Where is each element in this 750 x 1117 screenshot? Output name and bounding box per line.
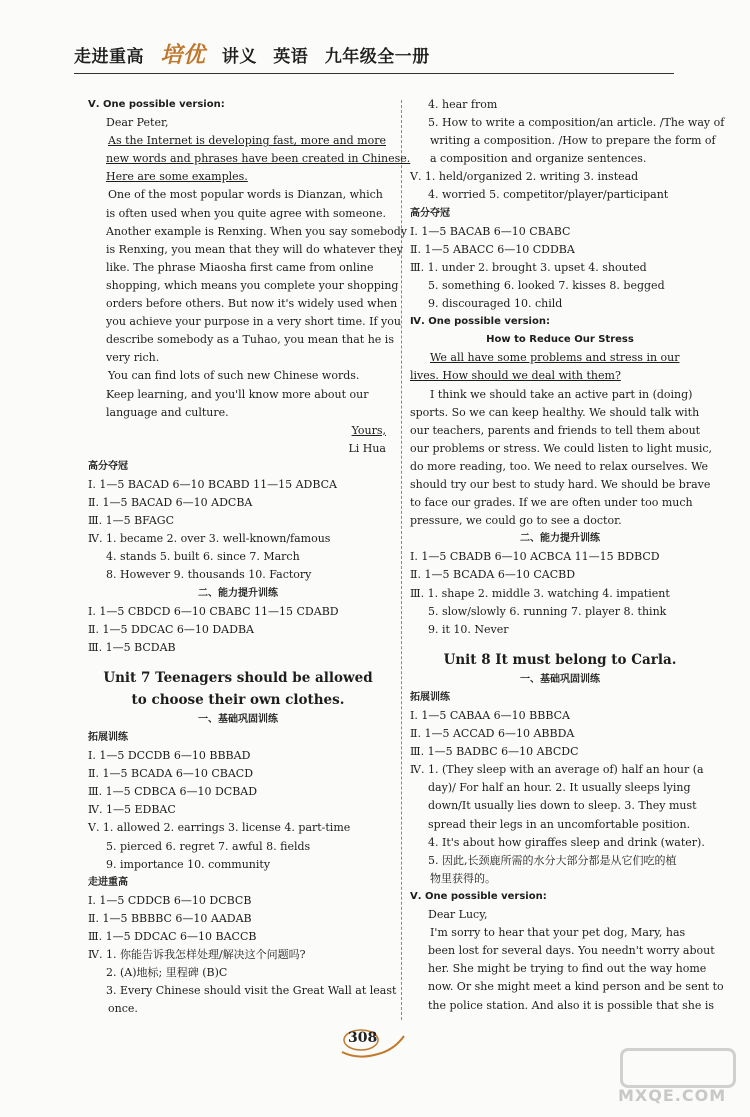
right-line: should try our best to study hard. We should be brave bbox=[410, 477, 711, 491]
right-line: Ⅲ. 1. shape 2. middle 3. watching 4. impatient bbox=[410, 586, 670, 600]
right-line: 5. How to write a composition/an article. /The way of bbox=[428, 116, 725, 130]
left-line: As the Internet is developing fast, more and more bbox=[108, 134, 386, 148]
right-line: our teachers, parents and friends to tell them about bbox=[410, 423, 701, 437]
left-line: Ⅲ. 1—5 BFAGC bbox=[88, 514, 175, 528]
left-line: 3. Every Chinese should visit the Great Wall at least bbox=[106, 984, 397, 998]
left-line: Ⅳ. 1—5 EDBAC bbox=[88, 803, 176, 817]
right-line: Ⅱ. 1—5 ABACC 6—10 CDDBA bbox=[410, 242, 575, 256]
right-line: now. Or she might meet a kind person and be sent to bbox=[428, 980, 724, 994]
right-column bbox=[410, 96, 725, 1015]
left-line: 高分夺冠 bbox=[88, 460, 128, 472]
right-line: 9. it 10. Never bbox=[428, 622, 509, 636]
right-line: Ⅲ. 1. under 2. brought 3. upset 4. shouted bbox=[410, 260, 647, 274]
left-line: Ⅳ. 1. became 2. over 3. well-known/famous bbox=[88, 532, 331, 546]
right-line: sports. So we can keep healthy. We should talk with bbox=[410, 405, 700, 419]
left-line: Ⅱ. 1—5 DDCAC 6—10 DADBA bbox=[88, 622, 254, 636]
page-number-badge bbox=[338, 1026, 408, 1060]
left-line bbox=[88, 657, 388, 667]
left-line: you achieve your purpose in a very short time. If you bbox=[106, 315, 401, 329]
right-line: Ⅴ. 1. held/organized 2. writing 3. instead bbox=[410, 170, 639, 184]
left-line: 2. (A)地标; 里程碑 (B)C bbox=[106, 966, 228, 980]
left-line: Keep learning, and you'll know more about our bbox=[106, 387, 369, 401]
left-line: Here are some examples. bbox=[106, 170, 248, 184]
left-line: 拓展训练 bbox=[88, 732, 128, 743]
right-line: Ⅱ. 1—5 BCADA 6—10 CACBD bbox=[410, 568, 576, 582]
right-line: Ⅱ. 1—5 ACCAD 6—10 ABBDA bbox=[410, 727, 575, 741]
left-line: Unit 7 Teenagers should be allowed bbox=[103, 669, 373, 686]
right-line: 4. It's about how giraffes sleep and drink (water). bbox=[428, 835, 705, 849]
right-line: How to Reduce Our Stress bbox=[486, 334, 634, 346]
right-line: day)/ For half an hour. 2. It usually sleeps lying bbox=[428, 781, 691, 795]
right-line: our problems or stress. We could listen to light music, bbox=[410, 441, 713, 455]
left-line: language and culture. bbox=[106, 405, 229, 419]
left-line: Ⅴ. One possible version: bbox=[88, 99, 225, 110]
left-line: Ⅳ. 1. 你能告诉我怎样处理/解决这个问题吗? bbox=[88, 948, 306, 962]
left-line: Ⅰ. 1—5 CDDCB 6—10 DCBCB bbox=[88, 893, 252, 907]
right-line: Ⅰ. 1—5 CBADB 6—10 ACBCA 11—15 BDBCD bbox=[410, 550, 660, 564]
header-part: 讲义 bbox=[221, 47, 257, 67]
right-line: down/It usually lies down to sleep. 3. They must bbox=[428, 799, 697, 813]
right-line: a composition and organize sentences. bbox=[430, 152, 647, 166]
left-line: very rich. bbox=[106, 351, 160, 365]
right-line: spread their legs in an uncomfortable position. bbox=[428, 817, 691, 831]
right-line: the police station. And also it is possible that she is bbox=[428, 998, 715, 1012]
right-line: We all have some problems and stress in our bbox=[430, 351, 680, 365]
right-line: 高分夺冠 bbox=[410, 207, 450, 219]
left-line: 4. stands 5. built 6. since 7. March bbox=[106, 550, 300, 564]
left-line: like. The phrase Miaosha first came from online bbox=[106, 260, 374, 274]
left-line: new words and phrases have been created in Chinese. bbox=[106, 152, 411, 166]
right-line: Ⅰ. 1—5 CABAA 6—10 BBBCA bbox=[410, 709, 570, 722]
left-line: shopping, which means you complete your shopping bbox=[106, 278, 399, 292]
right-line: do more reading, too. We need to relax ourselves. We bbox=[410, 459, 709, 473]
right-line: I'm sorry to hear that your pet dog, Mary, has bbox=[430, 926, 686, 940]
right-line: I think we should take an active part in (doing) bbox=[430, 387, 693, 401]
right-line: Unit 8 It must belong to Carla. bbox=[443, 651, 677, 668]
left-line: Ⅱ. 1—5 BCADA 6—10 CBACD bbox=[88, 767, 254, 781]
right-line: Ⅳ. One possible version: bbox=[410, 316, 550, 328]
left-line: You can find lots of such new Chinese words. bbox=[108, 369, 360, 383]
header-title bbox=[74, 38, 440, 69]
right-line: lives. How should we deal with them? bbox=[410, 369, 621, 383]
right-line: been lost for several days. You needn't worry about bbox=[428, 944, 715, 958]
watermark-logo-icon bbox=[620, 1048, 736, 1088]
header-part: 英语 bbox=[273, 47, 309, 67]
right-line: pressure, we could go to see a doctor. bbox=[410, 514, 622, 528]
left-line: Ⅲ. 1—5 BCDAB bbox=[88, 640, 176, 654]
left-line: to choose their own clothes. bbox=[131, 691, 345, 708]
left-line: Ⅰ. 1—5 DCCDB 6—10 BBBAD bbox=[88, 749, 251, 763]
right-line: 4. worried 5. competitor/player/participant bbox=[428, 188, 669, 202]
right-line: 一、基础巩固训练 bbox=[520, 673, 600, 685]
header-rule bbox=[74, 73, 674, 74]
left-line: 走进重高 bbox=[88, 876, 128, 888]
left-line: Another example is Renxing. When you say somebody bbox=[106, 224, 408, 238]
left-line: Dear Peter, bbox=[106, 116, 169, 130]
page-number: 308 bbox=[348, 1030, 378, 1046]
left-line: 二、能力提升训练 bbox=[198, 587, 278, 599]
left-line: Yours, bbox=[351, 423, 386, 437]
right-line: Ⅴ. One possible version: bbox=[410, 890, 547, 902]
left-line: Ⅴ. 1. allowed 2. earrings 3. license 4. part-time bbox=[88, 821, 351, 835]
right-line: 4. hear from bbox=[428, 98, 498, 111]
left-line: Ⅱ. 1—5 BBBBC 6—10 AADAB bbox=[88, 911, 252, 925]
right-line bbox=[410, 639, 710, 649]
left-line: orders before others. But now it's widely used when bbox=[106, 297, 398, 311]
left-line: 一、基础巩固训练 bbox=[198, 713, 278, 725]
watermark bbox=[590, 1048, 740, 1108]
right-line: 二、能力提升训练 bbox=[520, 533, 600, 545]
left-line: Ⅲ. 1—5 CDBCA 6—10 DCBAD bbox=[88, 785, 258, 799]
left-line: 9. importance 10. community bbox=[106, 857, 271, 871]
right-line: Ⅰ. 1—5 BACAB 6—10 CBABC bbox=[410, 224, 571, 238]
left-line: Ⅰ. 1—5 CBDCD 6—10 CBABC 11—15 CDABD bbox=[88, 604, 339, 618]
left-line: 5. pierced 6. regret 7. awful 8. fields bbox=[106, 839, 311, 853]
left-line: Li Hua bbox=[348, 441, 386, 455]
left-line: describe somebody as a Tuhao, you mean that he is bbox=[106, 333, 394, 347]
right-line: 9. discouraged 10. child bbox=[428, 297, 563, 311]
right-line: 5. something 6. looked 7. kisses 8. begged bbox=[428, 278, 665, 292]
header-part-script: 培优 bbox=[160, 43, 206, 68]
right-line: to face our grades. If we are often under too much bbox=[410, 496, 693, 510]
left-line: once. bbox=[108, 1002, 138, 1016]
header-part: 九年级全一册 bbox=[324, 47, 430, 67]
right-line: Dear Lucy, bbox=[428, 908, 488, 922]
right-line: 拓展训练 bbox=[410, 691, 450, 703]
left-line: One of the most popular words is Dianzan, which bbox=[108, 188, 383, 202]
watermark-text: MXQE.COM bbox=[618, 1086, 727, 1105]
left-line: Ⅰ. 1—5 BACAD 6—10 BCABD 11—15 ADBCA bbox=[88, 477, 337, 491]
left-line: Ⅲ. 1—5 DDCAC 6—10 BACCB bbox=[88, 930, 257, 944]
right-line: Ⅳ. 1. (They sleep with an average of) half an hour (a bbox=[410, 763, 704, 777]
left-column bbox=[88, 96, 411, 1019]
page-header bbox=[74, 30, 694, 78]
right-line: 5. slow/slowly 6. running 7. player 8. think bbox=[428, 604, 667, 618]
left-line: Ⅱ. 1—5 BACAD 6—10 ADCBA bbox=[88, 496, 253, 510]
right-line: writing a composition. /How to prepare the form of bbox=[430, 134, 716, 148]
left-line: is often used when you quite agree with someone. bbox=[106, 206, 386, 220]
right-line: Ⅲ. 1—5 BADBC 6—10 ABCDC bbox=[410, 745, 579, 759]
header-part: 走进重高 bbox=[74, 47, 144, 67]
right-line: 5. 因此,长颈鹿所需的水分大部分都是从它们吃的植 bbox=[428, 853, 677, 867]
right-line: her. She might be trying to find out the way home bbox=[428, 962, 707, 976]
left-line: 8. However 9. thousands 10. Factory bbox=[106, 568, 312, 582]
right-line: 物里获得的。 bbox=[430, 871, 496, 885]
left-line: is Renxing, you mean that they will do whatever they bbox=[106, 242, 403, 256]
